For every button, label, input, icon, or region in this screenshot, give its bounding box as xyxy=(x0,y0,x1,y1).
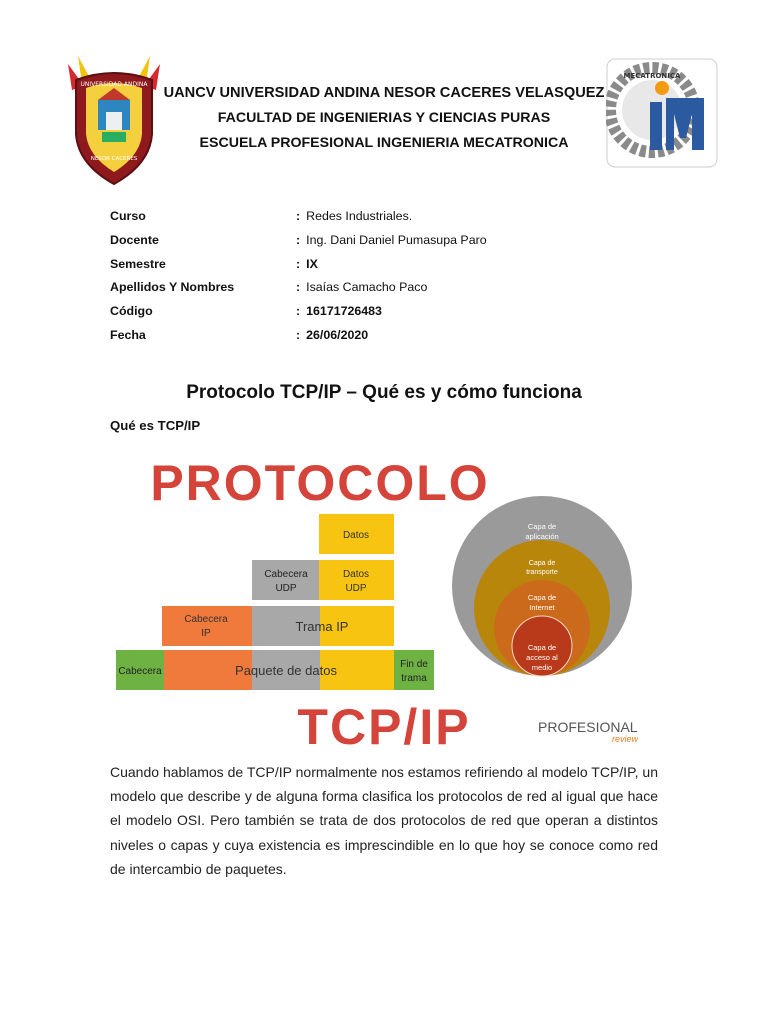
layer-acceso-label-2: acceso al xyxy=(526,653,558,662)
info-value xyxy=(296,232,487,248)
info-label: Fecha xyxy=(110,327,146,342)
info-value-text: Redes Industriales. xyxy=(306,209,413,223)
faculty-name: FACULTAD DE INGENIERIAS Y CIENCIAS PURAS xyxy=(217,110,551,126)
layer-acceso-label-3: medio xyxy=(531,663,553,672)
info-value xyxy=(296,327,368,343)
info-colon: : xyxy=(296,256,301,271)
info-label: Curso xyxy=(110,209,146,223)
layer-aplicacion-label-2: aplicación xyxy=(525,532,559,541)
block-fin-trama-label-2: trama xyxy=(401,673,427,684)
info-row xyxy=(110,256,670,280)
mechatronics-logo xyxy=(606,58,718,168)
layer-internet-label-1: Capa de xyxy=(527,593,557,602)
block-datos-udp-label-1: Datos xyxy=(342,569,370,580)
block-trama-ip-label: Trama IP xyxy=(295,619,349,634)
university-name: UANCV UNIVERSIDAD ANDINA NESOR CACERES VELASQUEZ xyxy=(163,85,605,101)
block-cabecera-ip-label-1: Cabecera xyxy=(184,614,228,625)
brand-main-text: PROFESIONAL xyxy=(538,719,638,735)
info-colon: : xyxy=(296,280,301,295)
block-paquete-label: Paquete de datos xyxy=(235,663,337,678)
layer-acceso-label-1: Capa de xyxy=(527,643,557,652)
block-datos-udp-label-2: UDP xyxy=(345,583,367,594)
layer-transporte-label-2: transporte xyxy=(526,569,558,576)
block-datos-udp xyxy=(319,560,394,600)
info-label: Código xyxy=(110,304,153,319)
school-name: ESCUELA PROFESIONAL INGENIERIA MECATRONICA xyxy=(199,135,569,151)
info-value xyxy=(296,303,382,319)
block-cabecera-udp-label-1: Cabecera xyxy=(264,569,308,580)
info-value xyxy=(296,279,427,295)
info-colon: : xyxy=(296,327,301,342)
university-seal-logo xyxy=(62,56,166,188)
section-heading: Qué es TCP/IP xyxy=(110,418,201,433)
info-row xyxy=(110,232,670,256)
block-cabecera-ip-label-2: IP xyxy=(201,628,211,639)
seal-ring-top-text: UNIVERSIDAD ANDINA xyxy=(80,81,148,88)
block-cabecera-udp-label-2: UDP xyxy=(275,583,297,594)
layer-transporte-label-1: Capa de xyxy=(528,560,556,567)
block-fin-trama xyxy=(394,650,434,690)
info-value-text: Ing. Dani Daniel Pumasupa Paro xyxy=(306,232,487,247)
student-info-table xyxy=(110,208,670,351)
body-paragraph: Cuando hablamos de TCP/IP normalmente nos estamos refiriendo al modelo TCP/IP, un modelo que describe y de alguna forma clasifica los protocolos de red al igual que hace el modelo OSI. Pero también se trata de dos protocolos de red que operan a distintos niveles o capas y cuya existencia es imprescindible en lo que hoy se conoce como red de intercambio de paquetes. xyxy=(110,764,658,877)
info-row xyxy=(110,208,670,232)
logo-ring-text: MECATRONICA xyxy=(623,72,681,80)
info-value-text: 26/06/2020 xyxy=(306,327,369,342)
info-label: Semestre xyxy=(110,256,166,271)
info-label: Apellidos Y Nombres xyxy=(110,280,235,295)
document-title: Protocolo TCP/IP – Qué es y cómo funciona xyxy=(186,382,582,403)
figure-bottom-word: TCP/IP xyxy=(297,699,471,752)
info-value-text: 16171726483 xyxy=(306,304,382,319)
info-colon: : xyxy=(296,304,301,319)
layer-internet-label-2: Internet xyxy=(529,603,555,612)
info-row xyxy=(110,303,670,327)
block-cabecera-udp xyxy=(252,560,320,600)
info-label: Docente xyxy=(110,232,159,247)
figure-top-word: PROTOCOLO xyxy=(150,455,490,511)
info-colon: : xyxy=(296,232,301,247)
info-value xyxy=(296,208,412,224)
brand-sub-text: review xyxy=(612,734,639,744)
seal-ring-bottom-text: NESOR CACERES xyxy=(90,156,138,162)
info-value-text: Isaías Camacho Paco xyxy=(306,280,428,295)
block-fin-trama-label-1: Fin de xyxy=(400,659,428,670)
block-cabecera-ip xyxy=(162,606,252,646)
block-cabecera-label: Cabecera xyxy=(118,666,162,677)
tcp-ip-protocol-figure xyxy=(114,448,654,752)
info-colon: : xyxy=(296,209,301,223)
info-value xyxy=(296,256,318,272)
block-datos-label: Datos xyxy=(342,530,370,541)
document-header xyxy=(160,84,608,159)
info-value-text: IX xyxy=(306,256,318,271)
info-row xyxy=(110,279,670,303)
layer-aplicacion-label-1: Capa de xyxy=(527,522,557,531)
info-row xyxy=(110,327,670,351)
